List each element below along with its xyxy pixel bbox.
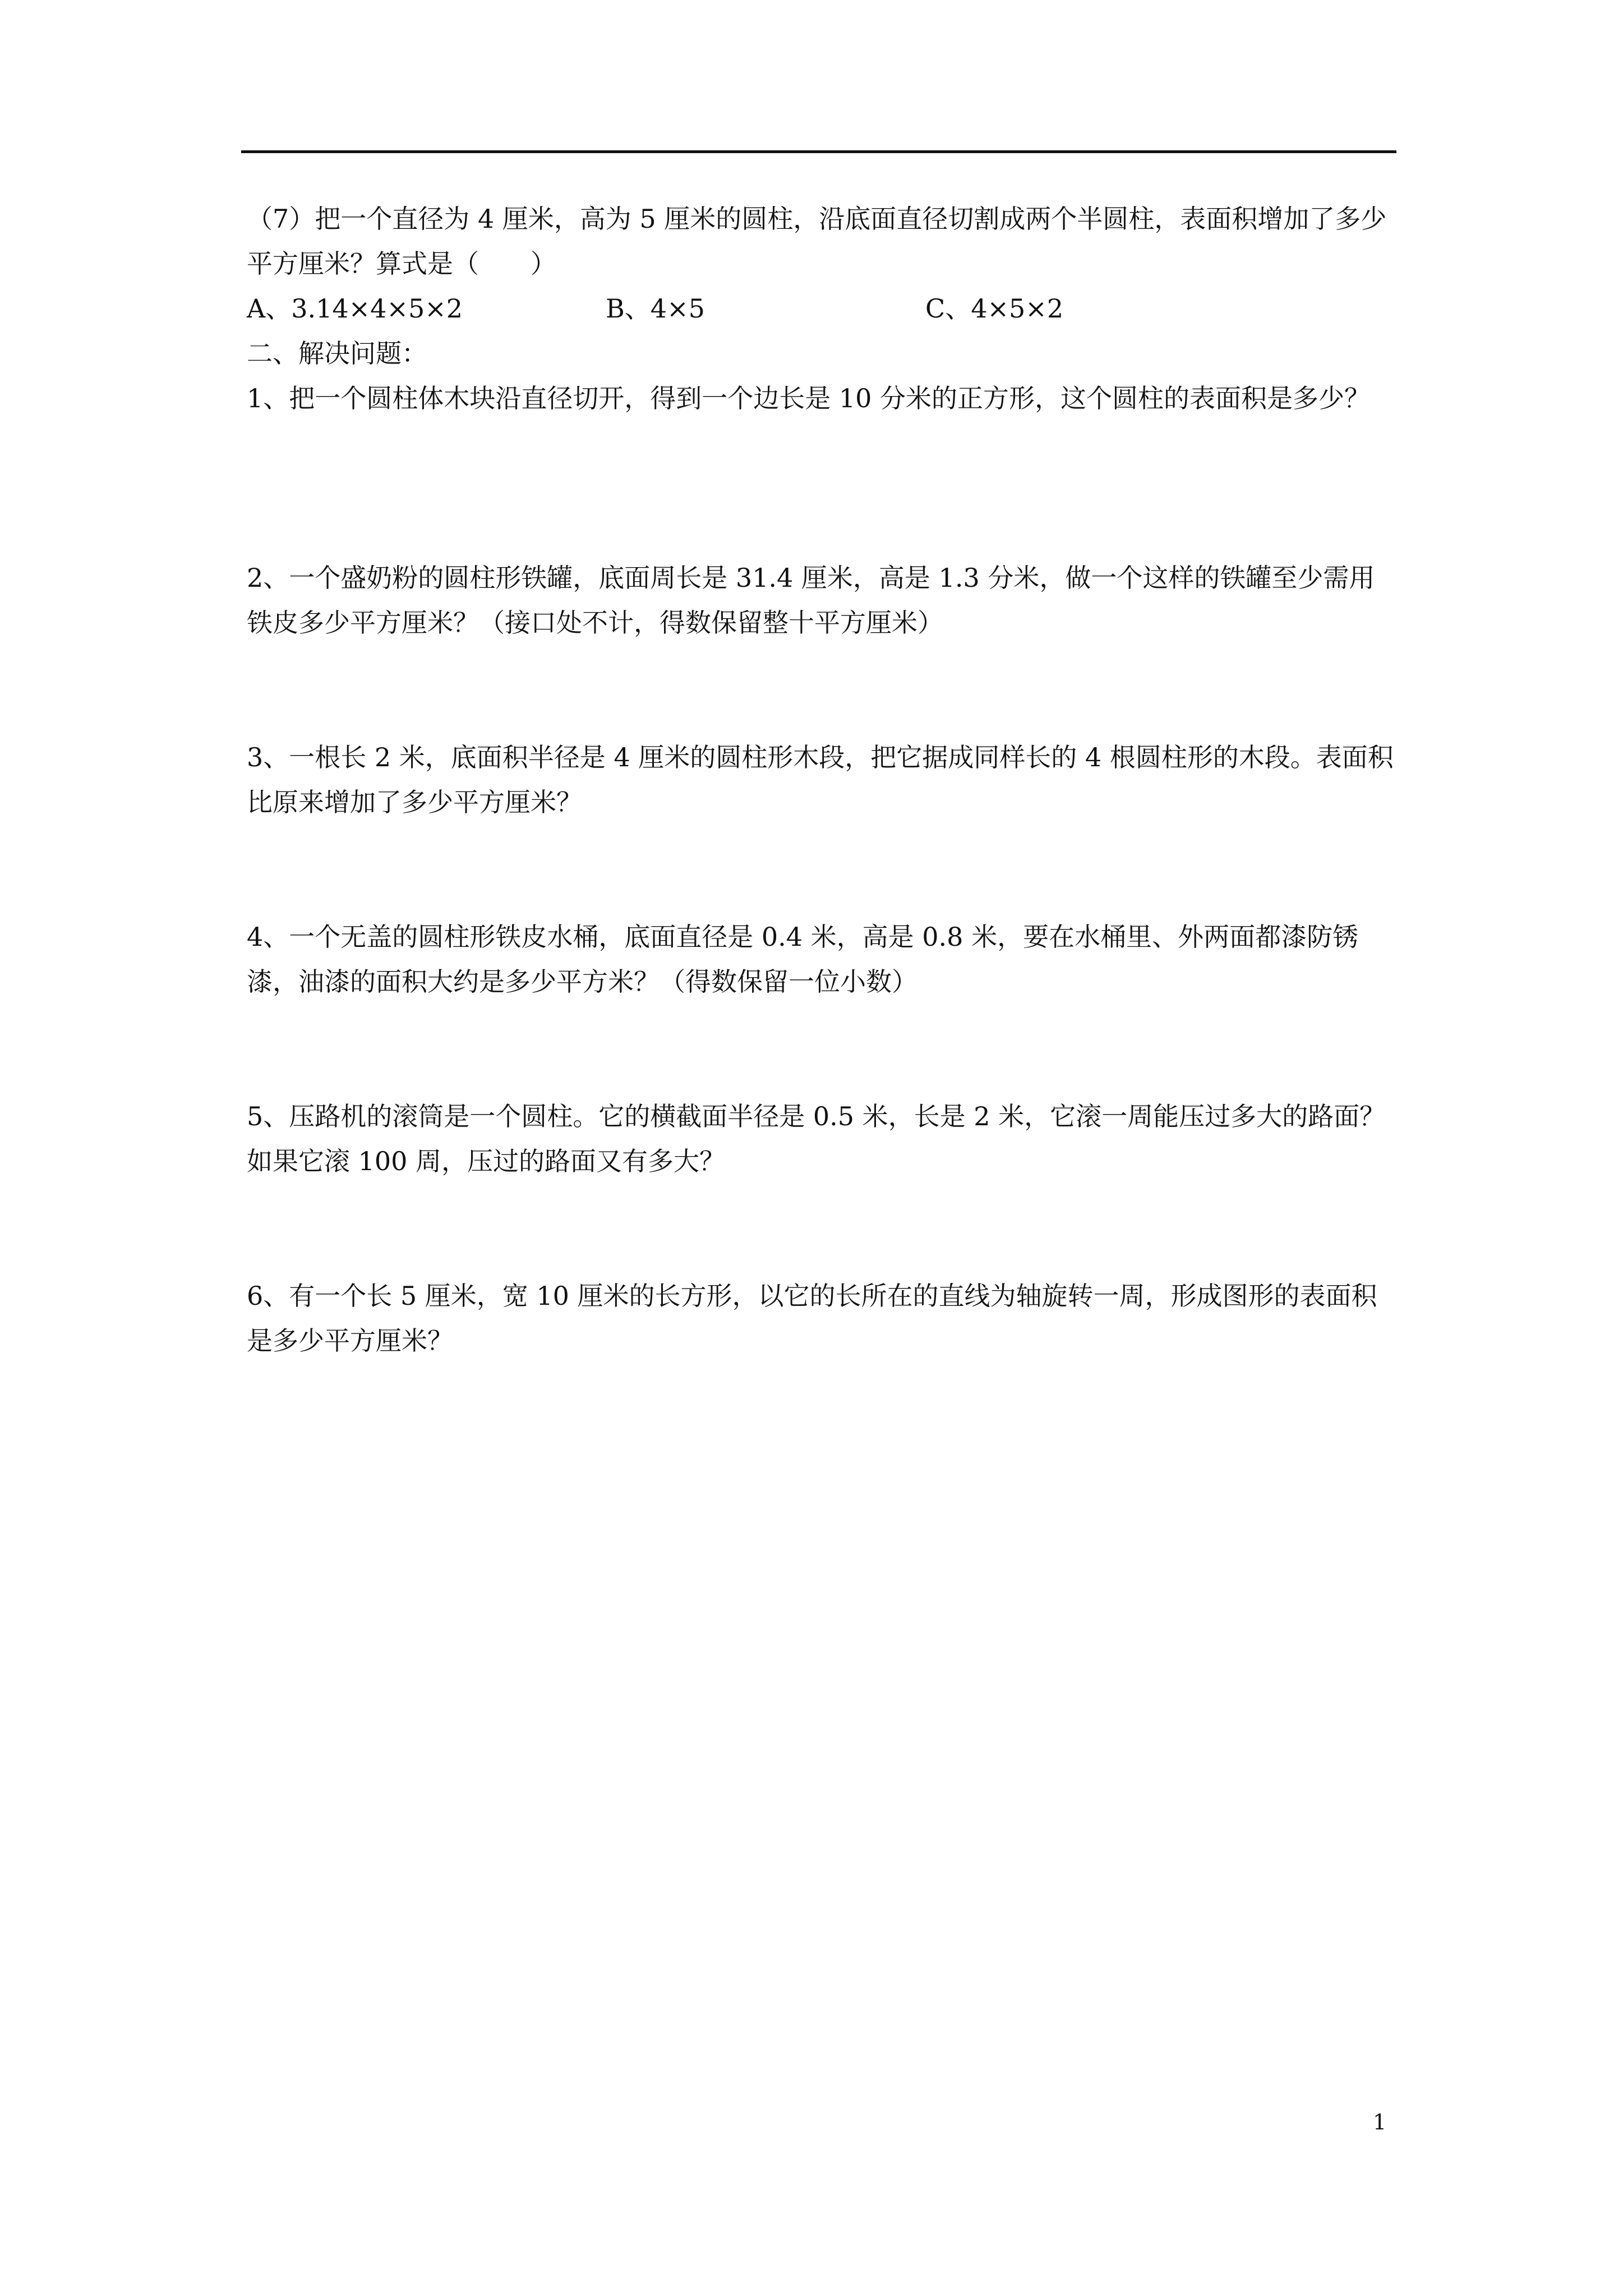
problem-3: 3、一根长 2 米，底面积半径是 4 厘米的圆柱形木段，把它据成同样长的 4 根圆柱形的木段。表面积比原来增加了多少平方厘米？ — [247, 742, 1394, 817]
header-rule — [241, 150, 1396, 153]
question-7-options — [247, 286, 1396, 331]
problem-4: 4、一个无盖的圆柱形铁皮水桶，底面直径是 0.4 米，高是 0.8 米，要在水桶里、外两面都漆防锈漆，油漆的面积大约是多少平方米？（得数保留一位小数） — [247, 922, 1359, 997]
problem-6: 6、有一个长 5 厘米，宽 10 厘米的长方形，以它的长所在的直线为轴旋转一周，形成图形的表面积是多少平方厘米？ — [247, 1281, 1377, 1356]
option-b: B、4×5 — [606, 293, 705, 324]
problem-1: 1、把一个圆柱体木块沿直径切开，得到一个边长是 10 分米的正方形，这个圆柱的表面积是多少？ — [247, 383, 1371, 413]
option-c: C、4×5×2 — [925, 293, 1064, 324]
problem-5: 5、压路机的滚筒是一个圆柱。它的横截面半径是 0.5 米，长是 2 米，它滚一周能压过多大的路面？如果它滚 100 周，压过的路面又有多大？ — [247, 1101, 1386, 1176]
answer-space — [247, 421, 1396, 555]
page-content — [247, 196, 1396, 1363]
answer-space — [247, 1184, 1396, 1273]
section-heading: 二、解决问题： — [247, 338, 427, 369]
problem-2: 2、一个盛奶粉的圆柱形铁罐，底面周长是 31.4 厘米，高是 1.3 分米，做一个这样的铁罐至少需用铁皮多少平方厘米？（接口处不计，得数保留整十平方厘米） — [247, 563, 1375, 638]
question-7-stem: （7）把一个直径为 4 厘米，高为 5 厘米的圆柱，沿底面直径切割成两个半圆柱，表面积增加了多少平方厘米？算式是（ ） — [247, 204, 1387, 279]
answer-space — [247, 825, 1396, 914]
answer-space — [247, 1004, 1396, 1094]
page-number: 1 — [1373, 2110, 1387, 2134]
option-a: A、3.14×4×5×2 — [247, 293, 463, 324]
answer-space — [247, 645, 1396, 735]
